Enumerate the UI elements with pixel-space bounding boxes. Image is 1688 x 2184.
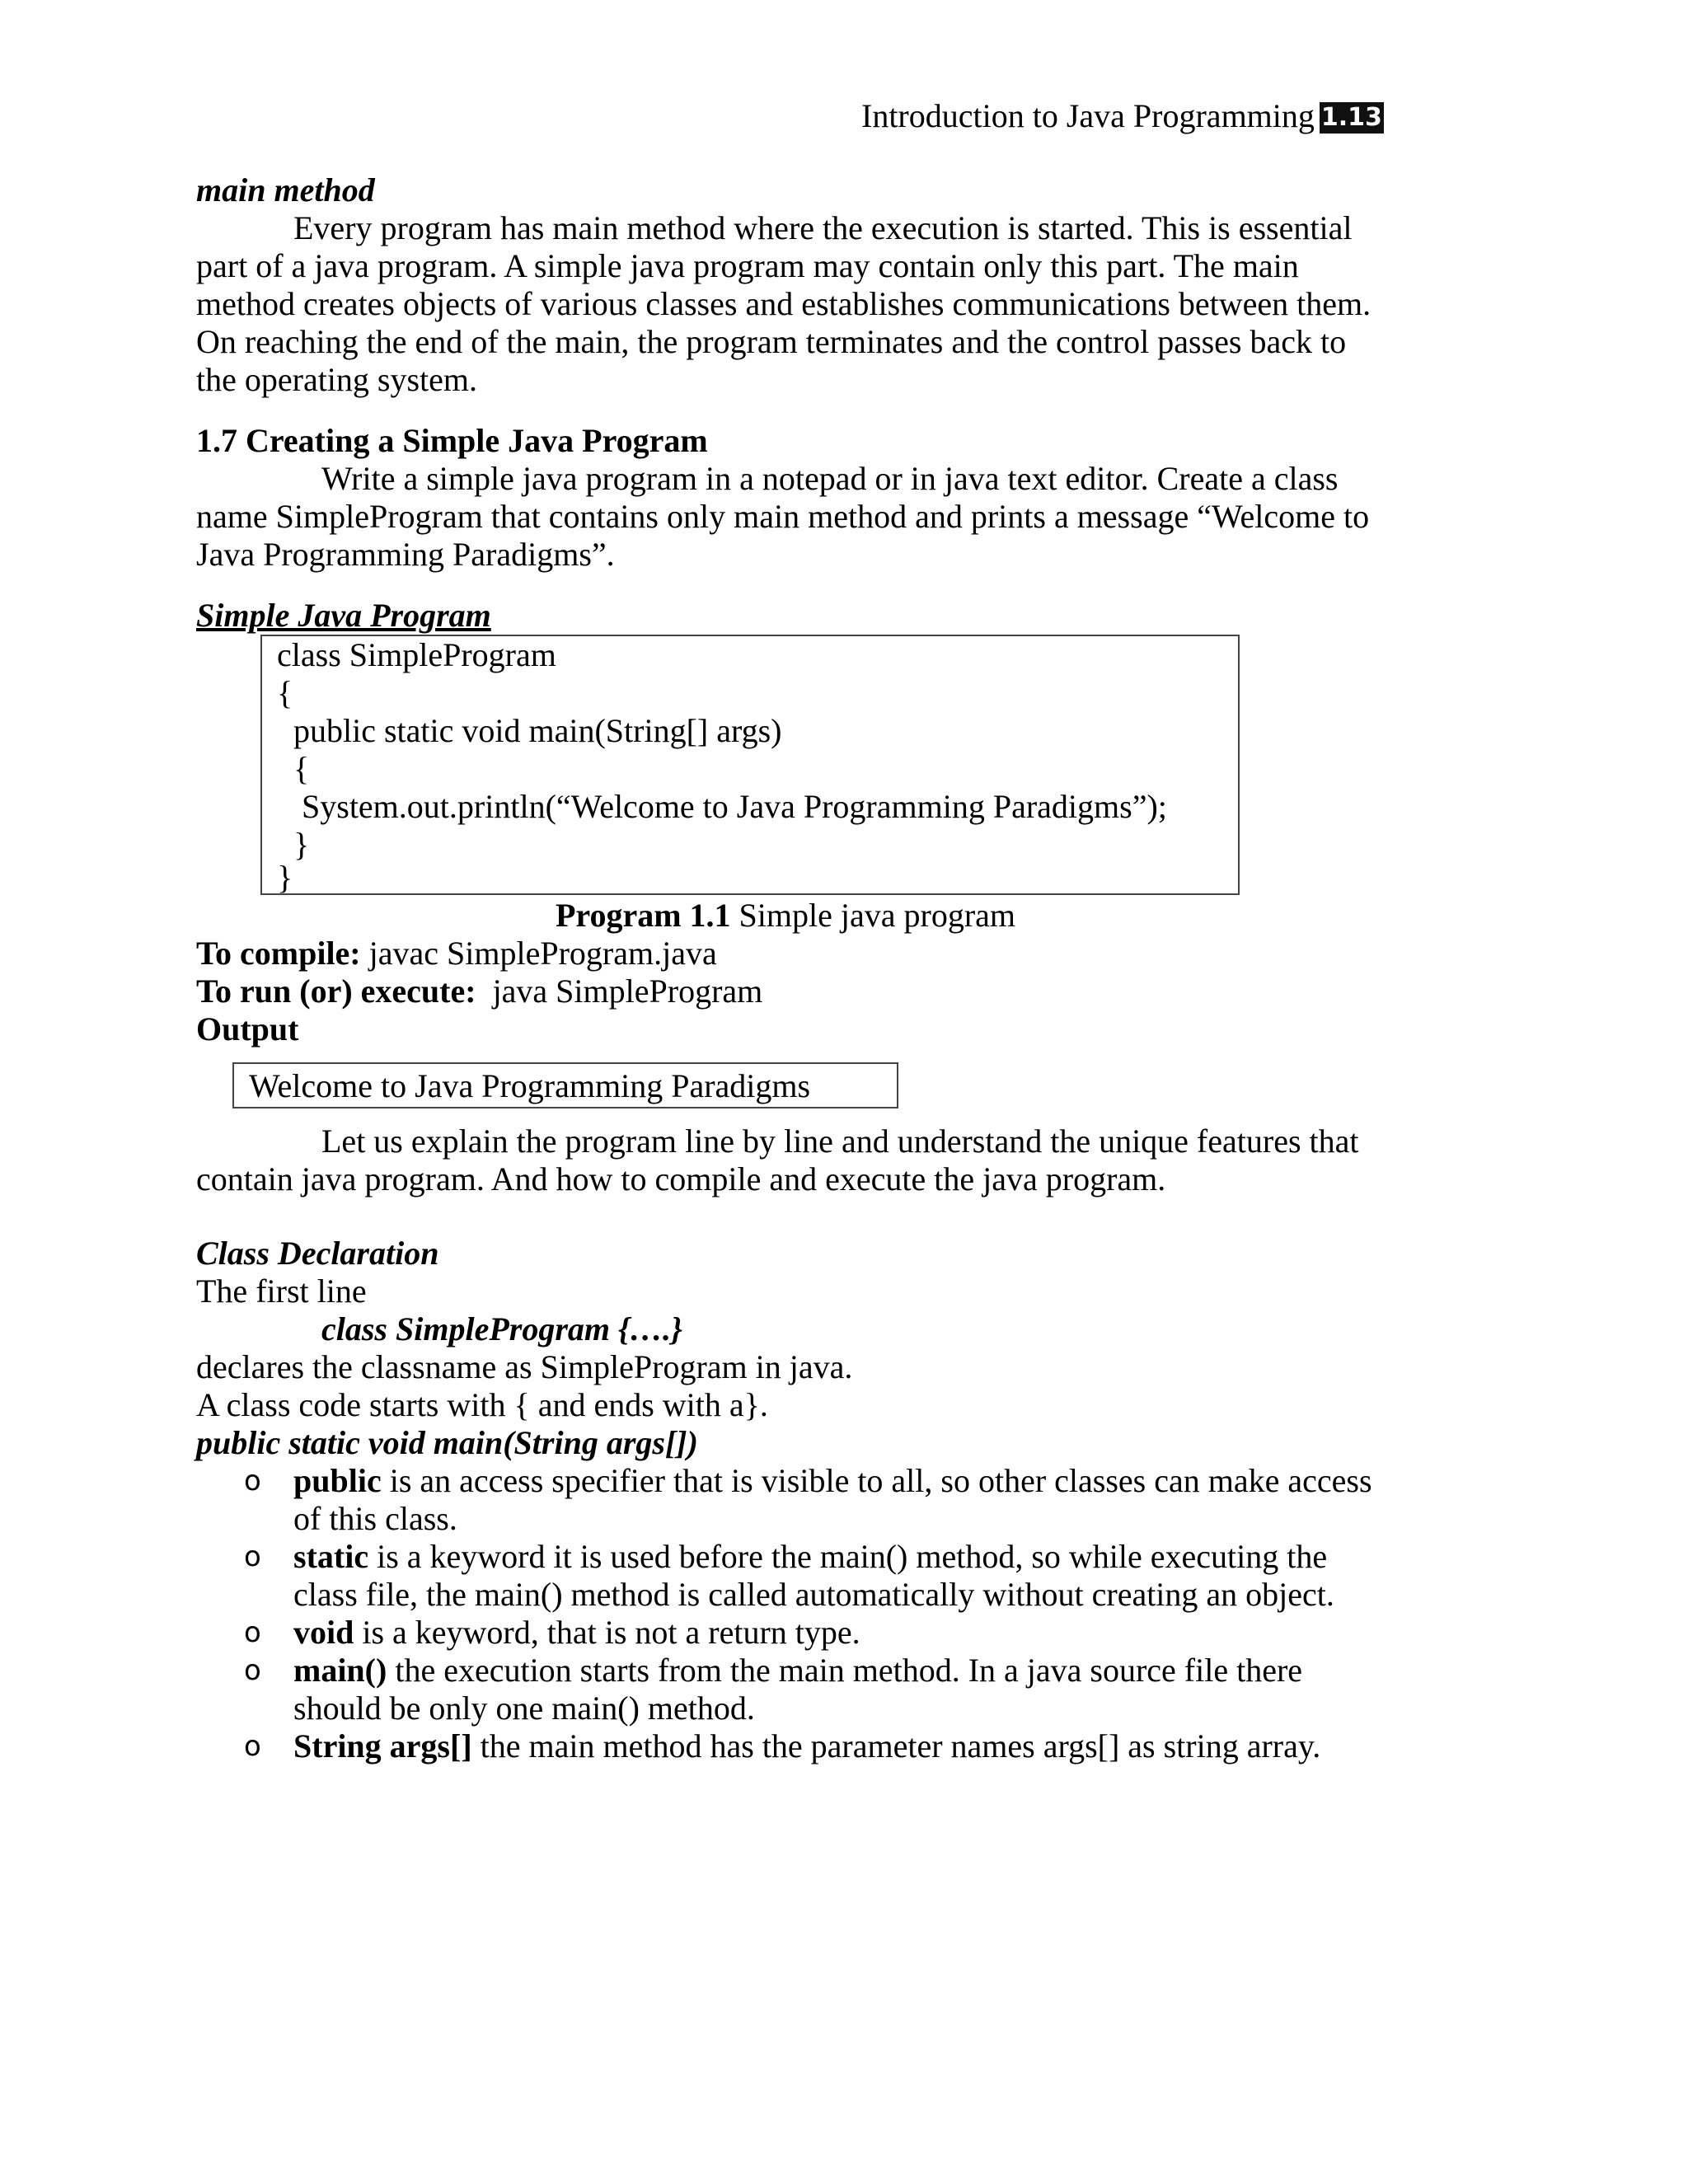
explain-line-1: Let us explain the program line by line and understand the unique features that: [321, 1122, 1359, 1160]
bullet-icon: o: [244, 1730, 261, 1763]
bullet-continuation: class file, the main() method is called automatically without creating an object.: [293, 1576, 1334, 1613]
code-line: class SimpleProgram: [277, 636, 556, 673]
page-header: [861, 97, 1384, 135]
code-line: System.out.println(“Welcome to Java Programming Paradigms”);: [277, 788, 1167, 825]
simple-java-program-heading: Simple Java Program: [196, 597, 491, 634]
bullet-desc: the main method has the parameter names args[] as string array.: [471, 1727, 1321, 1765]
bullet-void: [293, 1614, 860, 1652]
code-line: {: [277, 674, 293, 711]
bullet-desc: the execution starts from the main method. In a java source file there: [387, 1652, 1303, 1689]
bullet-icon: o: [244, 1654, 261, 1687]
code-line: public static void main(String[] args): [277, 712, 782, 749]
section-1-7-heading: 1.7 Creating a Simple Java Program: [196, 422, 708, 459]
output-text: Welcome to Java Programming Paradigms: [249, 1067, 811, 1104]
code-line: {: [277, 750, 310, 787]
main-signature-heading: public static void main(String args[]): [196, 1424, 698, 1461]
bullet-icon: o: [244, 1465, 261, 1497]
code-box: [260, 635, 1240, 895]
bullet-term: public: [293, 1462, 382, 1499]
main-method-line-1: Every program has main method where the execution is started. This is essential: [293, 209, 1353, 246]
bullet-term: void: [293, 1614, 354, 1651]
compile-line: [196, 935, 717, 972]
main-method-line-4: On reaching the end of the main, the program terminates and the control passes back to: [196, 323, 1347, 360]
bullet-static: [293, 1538, 1327, 1576]
compile-command: javac SimpleProgram.java: [360, 935, 717, 972]
bullet-string-args: [293, 1727, 1320, 1765]
program-caption: [556, 897, 1015, 935]
bullet-continuation: should be only one main() method.: [293, 1690, 755, 1727]
main-method-line-3: method creates objects of various classes and establishes communications between them.: [196, 285, 1372, 322]
run-command: java SimpleProgram: [476, 972, 763, 1010]
compile-label: To compile:: [196, 935, 361, 972]
explain-line-2: contain java program. And how to compile and execute the java program.: [196, 1160, 1166, 1197]
bullet-icon: o: [244, 1616, 261, 1649]
bullet-desc: is a keyword it is used before the main() method, so while executing the: [368, 1538, 1328, 1575]
caption-label: Program 1.1: [556, 897, 731, 934]
bullet-term: static: [293, 1538, 369, 1575]
page-number: 1.13: [1320, 103, 1382, 132]
class-declaration-code: class SimpleProgram {….}: [321, 1310, 682, 1347]
code-line: }: [277, 826, 310, 863]
section-1-7-line-2: name SimpleProgram that contains only main method and prints a message “Welcome to: [196, 498, 1370, 535]
class-declaration-line-1: The first line: [196, 1272, 367, 1310]
bullet-main: [293, 1652, 1302, 1690]
bullet-public: [293, 1462, 1372, 1500]
section-1-7-line-3: Java Programming Paradigms”.: [196, 536, 615, 573]
bullet-term: String args[]: [293, 1727, 472, 1765]
section-1-7-line-1: Write a simple java program in a notepad or in java text editor. Create a class: [321, 460, 1339, 497]
output-box: [232, 1062, 898, 1108]
class-declaration-line-3: A class code starts with { and ends with a}.: [196, 1386, 768, 1423]
main-method-line-5: the operating system.: [196, 361, 478, 398]
header-title: Introduction to Java Programming: [861, 97, 1315, 134]
class-declaration-line-2: declares the classname as SimpleProgram in java.: [196, 1348, 853, 1385]
main-method-heading: main method: [196, 171, 375, 209]
bullet-desc: is an access specifier that is visible to all, so other classes can make access: [381, 1462, 1372, 1499]
output-heading: Output: [196, 1010, 299, 1047]
caption-text: Simple java program: [730, 897, 1016, 934]
bullet-desc: is a keyword, that is not a return type.: [354, 1614, 860, 1651]
bullet-icon: o: [244, 1540, 261, 1573]
class-declaration-heading: Class Declaration: [196, 1235, 439, 1272]
bullet-continuation: of this class.: [293, 1500, 457, 1537]
code-line: }: [277, 859, 293, 896]
bullet-term: main(): [293, 1652, 387, 1689]
run-label: To run (or) execute:: [196, 972, 476, 1010]
run-line: [196, 972, 762, 1010]
main-method-line-2: part of a java program. A simple java program may contain only this part. The main: [196, 247, 1299, 284]
